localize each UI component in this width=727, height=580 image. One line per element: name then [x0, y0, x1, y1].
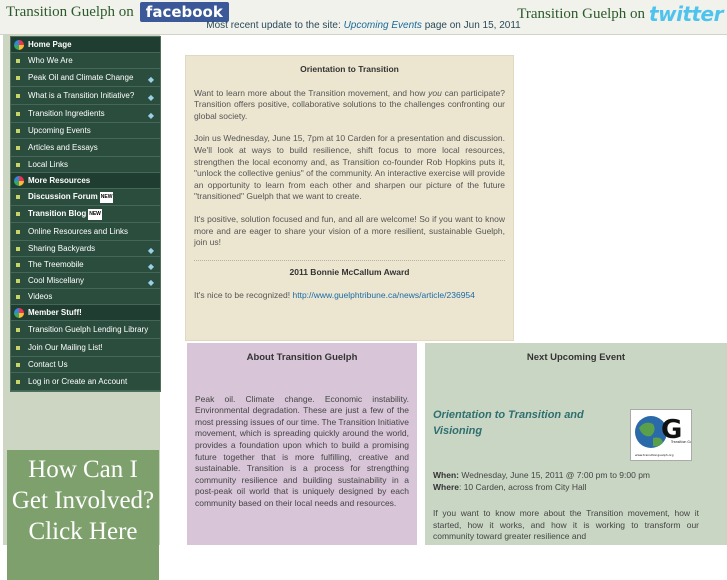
sidebar-item-label: Articles and Essays: [28, 143, 98, 152]
bullet-icon: [16, 363, 20, 367]
orientation-paragraph-3: It's positive, solution focused and fun, and all are welcome! So if you want to know more and are eager to share your vision of a more resilient, sustainable Guelph, join us!: [194, 213, 505, 248]
orientation-paragraph-2: Join us Wednesday, June 15, 7pm at 10 Carden for a presentation and discussion. We'll look at ways to build resilience, shift focus to more local resources, strengthen the local economy and, as Transition co-founder Rob Hopkins puts it, "unlock the collective genius" of the community. An interactive exercise will provide an opportunity to learn from each other and sharpen our picture of the future "transitioned" Guelph that we want to create.: [194, 133, 505, 202]
sidebar: [3, 35, 160, 545]
divider: [194, 260, 505, 261]
bullet-icon: [16, 146, 20, 150]
sidebar-item-discussion-forum[interactable]: [11, 189, 160, 206]
sidebar-item-transition-ingredients[interactable]: [11, 105, 160, 123]
new-badge: NEW: [88, 209, 102, 220]
twitter-logo: twitter: [649, 2, 723, 26]
twitter-brand-text: Transition Guelph on: [517, 5, 646, 22]
bullet-icon: [16, 163, 20, 167]
sidebar-item-label: Contact Us: [28, 360, 68, 369]
sidebar-item-member-stuff[interactable]: [11, 305, 160, 321]
sidebar-item-contact-us[interactable]: [11, 357, 160, 373]
expand-arrow-icon[interactable]: ◆: [147, 261, 154, 271]
svg-text:www.transitionguelph.org: www.transitionguelph.org: [635, 453, 674, 457]
get-involved-line-3: Click Here: [28, 518, 138, 545]
bullet-icon: [16, 195, 20, 199]
expand-arrow-icon[interactable]: ◆: [147, 92, 154, 102]
bullet-icon: [16, 328, 20, 332]
facebook-logo: facebook: [140, 2, 229, 22]
top-bar: [0, 0, 727, 35]
svg-text:Transition Guelph: Transition G: [671, 440, 690, 444]
sidebar-item-who-we-are[interactable]: [11, 53, 160, 69]
bullet-icon: [16, 59, 20, 63]
globe-icon: [14, 176, 24, 186]
update-suffix: page on Jun 15, 2011: [424, 20, 521, 31]
about-title: About Transition Guelph: [246, 352, 358, 363]
sidebar-item-label: Peak Oil and Climate Change: [28, 73, 134, 82]
bullet-icon: [16, 263, 20, 267]
bullet-icon: [16, 230, 20, 234]
sidebar-item-cool-miscellany[interactable]: [11, 273, 160, 289]
sidebar-item-sharing-backyards[interactable]: [11, 241, 160, 257]
sidebar-item-label: Transition Ingredients: [28, 109, 105, 118]
sidebar-item-label: Transition Blog: [28, 209, 87, 218]
facebook-link[interactable]: [6, 3, 229, 21]
bullet-icon: [16, 129, 20, 133]
transition-guelph-logo: [630, 409, 692, 461]
event-name-link[interactable]: Orientation to Transition and Visioning: [433, 409, 584, 437]
svg-text:G: G: [661, 415, 683, 445]
sidebar-item-the-treemobile[interactable]: [11, 257, 160, 273]
expand-arrow-icon[interactable]: ◆: [147, 245, 154, 255]
sidebar-item-label: Local Links: [28, 160, 69, 169]
bullet-icon: [16, 279, 20, 283]
orientation-paragraph-1: Want to learn more about the Transition movement, and how you can participate? Transition offers positive, collaborative solutions to the challenges confronting our global society.: [194, 87, 505, 121]
event-panel-title: Next Upcoming Event: [526, 352, 626, 363]
sidebar-item-label: What is a Transition Initiative?: [28, 91, 135, 100]
sidebar-item-label: More Resources: [28, 176, 91, 185]
award-title: 2011 Bonnie McCallum Award: [289, 266, 410, 277]
sidebar-item-transition-blog[interactable]: [11, 206, 160, 223]
sidebar-item-label: Online Resources and Links: [28, 227, 129, 236]
get-involved-line-2: Get Involved?: [11, 487, 155, 514]
event-panel: [425, 343, 727, 545]
award-link[interactable]: http://www.guelphtribune.ca/news/article/236954: [292, 290, 475, 301]
event-details: [433, 470, 713, 493]
sidebar-item-label: Member Stuff!: [28, 308, 82, 317]
bullet-icon: [16, 295, 20, 299]
bullet-icon: [16, 112, 20, 116]
sidebar-item-online-resources-and-links[interactable]: [11, 223, 160, 241]
sidebar-item-more-resources[interactable]: [11, 173, 160, 189]
upcoming-events-link[interactable]: Upcoming Events: [343, 20, 422, 31]
sidebar-item-label: Cool Miscellany: [28, 276, 85, 285]
expand-arrow-icon[interactable]: ◆: [147, 110, 154, 120]
sidebar-item-label: Who We Are: [28, 56, 73, 65]
get-involved-banner[interactable]: [7, 450, 159, 580]
sidebar-item-local-links[interactable]: [11, 157, 160, 173]
sidebar-item-label: Log in or Create an Account: [28, 377, 128, 386]
sidebar-item-label: The Treemobile: [28, 260, 84, 269]
event-when: When: Wednesday, June 15, 2011 @ 7:00 pm to 9:00 pm: [433, 470, 651, 480]
sidebar-item-label: Join Our Mailing List!: [28, 343, 103, 352]
sidebar-item-label: Home Page: [28, 40, 72, 49]
globe-icon: [14, 40, 24, 50]
about-text: Peak oil. Climate change. Economic instability. Environmental degradation. These are just a few of the most pressing issues of our time. The Transition Initiative movement, which is spreading quickly around the world, provides a foundation upon which to build a promising future together that is more fulfilling, creative and sustainable. Transition is a process for strengthing community resilience and building sustainability in a post-peak oil world that is uniquely designed by each community based on their local needs and resources.: [195, 393, 409, 508]
sidebar-item-label: Sharing Backyards: [28, 244, 96, 253]
about-panel: [187, 343, 417, 545]
facebook-brand-text: Transition Guelph on: [6, 3, 134, 20]
sidebar-item-label: Discussion Forum: [28, 192, 98, 201]
sidebar-item-label: Transition Guelph Lending Library: [28, 325, 149, 334]
orientation-title: Orientation to Transition: [300, 64, 399, 74]
bullet-icon: [16, 212, 20, 216]
orientation-panel: [185, 55, 514, 341]
sidebar-item-label: Videos: [28, 292, 53, 301]
sidebar-item-home-page[interactable]: [11, 37, 160, 53]
sidebar-menu: [10, 36, 161, 392]
sidebar-item-join-our-mailing-list[interactable]: [11, 339, 160, 357]
update-notice: [0, 20, 727, 31]
new-badge: NEW: [100, 192, 114, 203]
expand-arrow-icon[interactable]: ◆: [147, 277, 154, 287]
sidebar-item-videos[interactable]: [11, 289, 160, 305]
sidebar-item-upcoming-events[interactable]: [11, 123, 160, 139]
sidebar-item-peak-oil-and-climate-change[interactable]: [11, 69, 160, 87]
event-where: Where: 10 Carden, across from City Hall: [433, 481, 587, 492]
award-text: It's nice to be recognized! http://www.guelphtribune.ca/news/article/236954: [194, 290, 475, 301]
get-involved-line-1: How Can I: [28, 456, 138, 483]
expand-arrow-icon[interactable]: ◆: [147, 74, 154, 84]
sidebar-item-articles-and-essays[interactable]: [11, 139, 160, 157]
bullet-icon: [16, 346, 20, 350]
globe-icon: [14, 308, 24, 318]
event-description: If you want to know more about the Transition movement, how it started, how it works, and how it is working to transform our community toward greater resilience and: [433, 508, 699, 542]
sidebar-item-transition-guelph-lending-library[interactable]: [11, 321, 160, 339]
sidebar-item-what-is-a-transition-initiative[interactable]: [11, 87, 160, 105]
bullet-icon: [16, 380, 20, 384]
globe-logo-icon: [631, 410, 691, 460]
bullet-icon: [16, 76, 20, 80]
bullet-icon: [16, 247, 20, 251]
bullet-icon: [16, 94, 20, 98]
update-prefix: Most recent update to the site:: [206, 20, 341, 31]
sidebar-item-log-in-or-create-an-account[interactable]: [11, 373, 160, 391]
sidebar-item-label: Upcoming Events: [28, 126, 91, 135]
